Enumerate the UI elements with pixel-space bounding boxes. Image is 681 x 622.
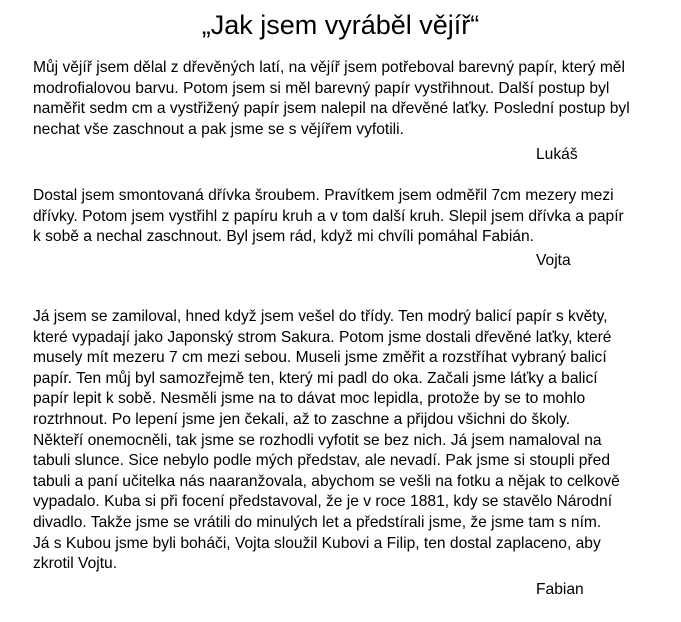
- paragraph-line: tabuli slunce. Sice nebylo podle mých představ, ale nevadí. Pak jsme si stoupli před: [33, 452, 610, 470]
- paragraph-lukas: [33, 58, 658, 140]
- paragraph-line: naměřit sedm cm a vystřižený papír jsem nalepil na dřevěné laťky. Poslední postup byl: [33, 100, 630, 118]
- paragraph-line: nechat vše zaschnout a pak jsme se s vějířem vyfotili.: [33, 120, 404, 138]
- author-signature-lukas: Lukáš: [536, 146, 578, 163]
- paragraph-line: Já s Kubou jsme byli boháči, Vojta sloužil Kubovi a Filip, ten dostal zaplaceno, aby: [33, 534, 601, 552]
- paragraph-line: zkrotil Vojtu.: [33, 555, 118, 573]
- paragraph-line: Můj vějíř jsem dělal z dřevěných latí, na vějíř jsem potřeboval barevný papír, který měl: [33, 59, 625, 76]
- paragraph-line: modrofialovou barvu. Potom jsem si měl barevný papír vystřihnout. Další postup byl: [33, 79, 610, 97]
- paragraph-line: Někteří onemocněli, tak jsme se rozhodli vyfotit se bez nich. Já jsem namaloval na: [33, 431, 602, 449]
- paragraph-line: dřívky. Potom jsem vystřihl z papíru kruh a v tom další kruh. Slepil jsem dřívka a papír: [33, 207, 624, 225]
- paragraph-line: roztrhnout. Po lepení jsme jen čekali, až to zaschne a přijdou všichni do školy.: [33, 410, 571, 428]
- paragraph-line: divadlo. Takže jsme se vrátili do minulých let a předstírali jsme, že jsme tam s ním.: [33, 513, 602, 531]
- paragraph-line: k sobě a nechal zaschnout. Byl jsem rád, když mi chvíli pomáhal Fabián.: [33, 228, 534, 246]
- paragraph-line: Já jsem se zamiloval, hned když jsem vešel do třídy. Ten modrý balicí papír s květy,: [33, 308, 608, 325]
- paragraph-vojta: [33, 186, 658, 248]
- paragraph-line: papír lepit k sobě. Nesměli jsme na to dávat moc lepidla, protože by se to mohlo: [33, 390, 586, 408]
- author-signature-fabian: Fabian: [536, 581, 584, 598]
- paragraph-line: které vypadají jako Japonský strom Sakura. Potom jsme dostali dřevěné laťky, které: [33, 328, 612, 346]
- document-title: „Jak jsem vyráběl vějíř“: [201, 10, 480, 40]
- paragraph-line: papír. Ten můj byl samozřejmě ten, který mi padl do oka. Začali jsme láťky a balicí: [33, 369, 598, 387]
- paragraph-line: vypadalo. Kuba si při focení představoval, že je v roce 1881, kdy se stavělo Národní: [33, 493, 613, 511]
- author-signature-vojta: Vojta: [536, 252, 571, 269]
- paragraph-line: Dostal jsem smontovaná dřívka šroubem. Pravítkem jsem odměřil 7cm mezery mezi: [33, 187, 614, 204]
- paragraph-fabian: [33, 307, 658, 575]
- paragraph-line: musely mít mezeru 7 cm mezi sebou. Museli jsme změřit a rozstříhat vybraný balicí: [33, 349, 607, 367]
- paragraph-line: tabuli a paní učitelka nás naaranžovala, abychom se vešli na fotku a nějak to celkově: [33, 472, 620, 490]
